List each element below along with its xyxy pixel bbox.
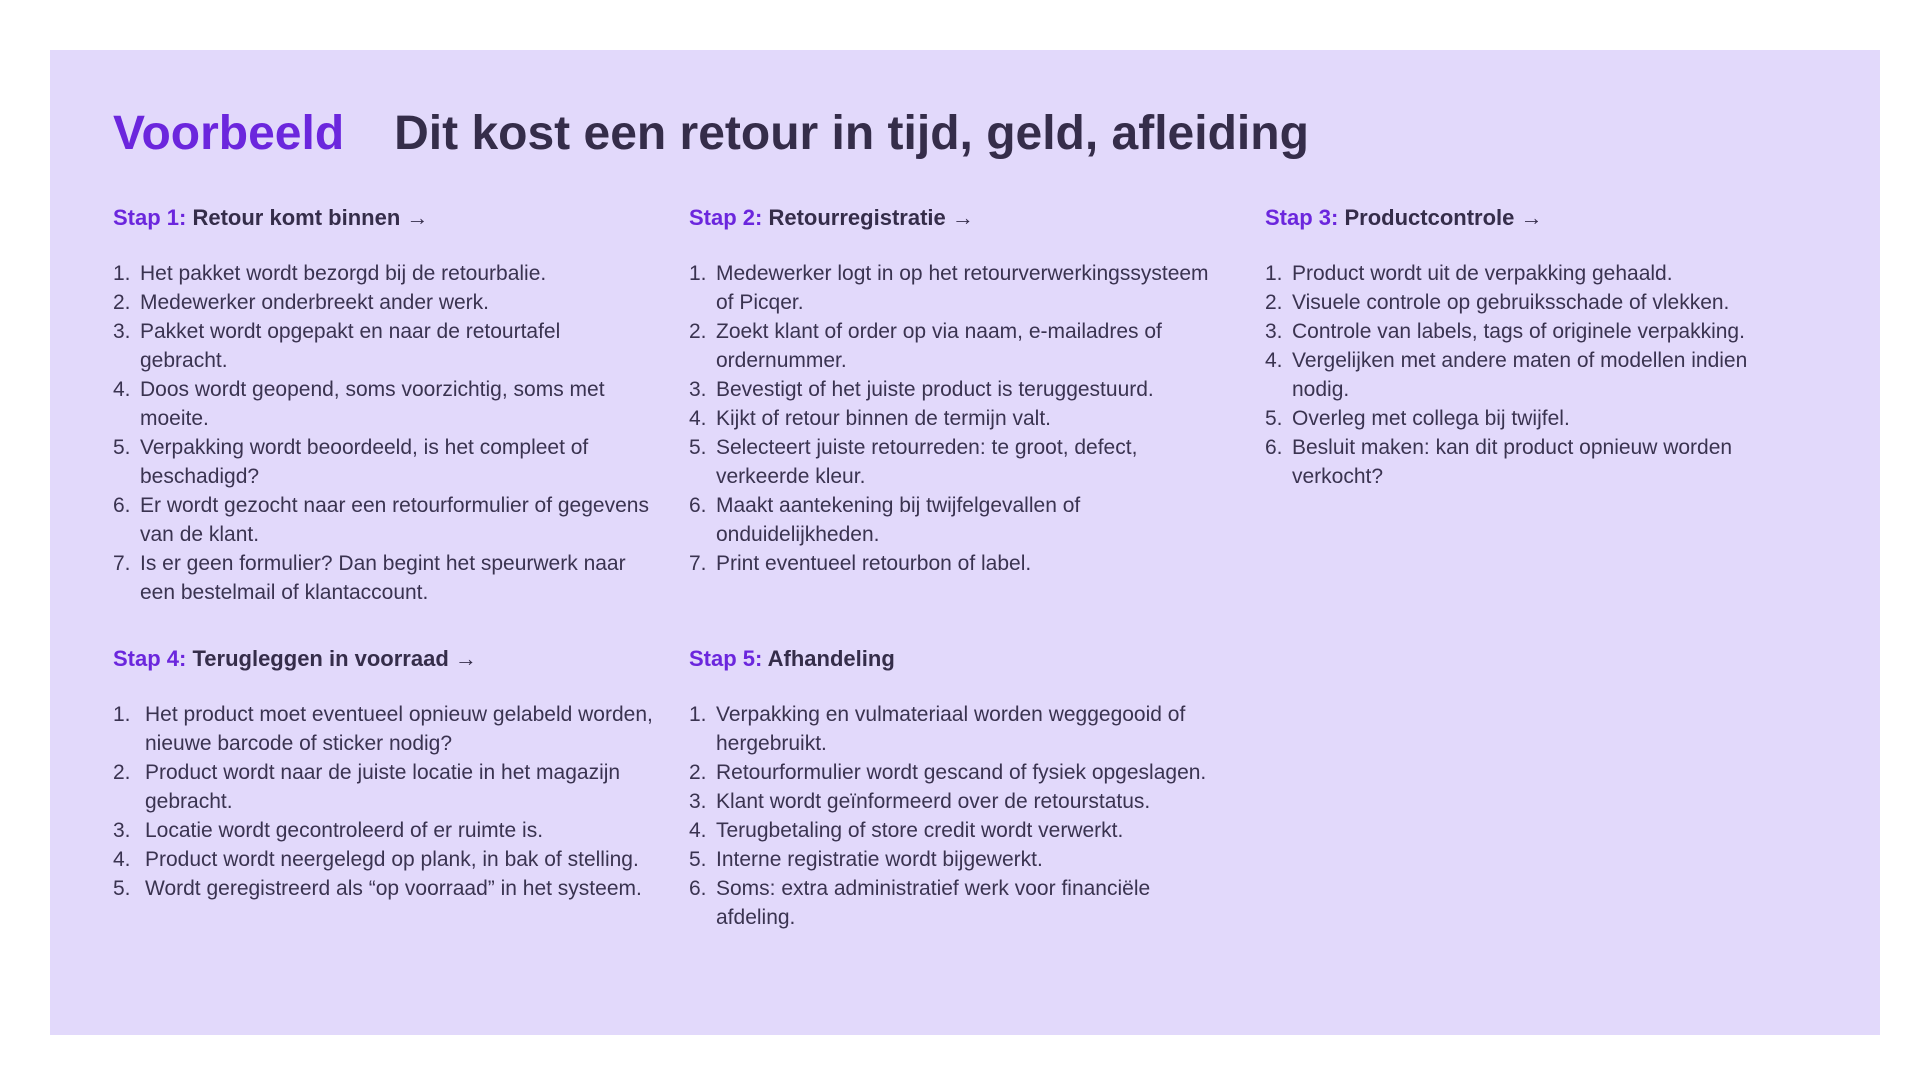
list-item-number: 4.	[1265, 349, 1283, 372]
list-item	[113, 549, 653, 607]
list-item-text: Product wordt uit de verpakking gehaald.	[1292, 262, 1673, 285]
list-item-number: 6.	[689, 494, 707, 517]
list-item	[113, 375, 653, 433]
title-main: Dit kost een retour in tijd, geld, afleiding	[394, 107, 1309, 160]
list-item-text: Besluit maken: kan dit product opnieuw worden verkocht?	[1292, 436, 1733, 488]
list-item	[113, 317, 653, 375]
list-item-text: Het pakket wordt bezorgd bij de retourbalie.	[140, 262, 547, 285]
list-item-text: Selecteert juiste retourreden: te groot, defect, verkeerde kleur.	[716, 436, 1138, 488]
list-item	[1265, 259, 1805, 288]
step-2-section	[689, 205, 1229, 578]
list-item-number: 3.	[113, 819, 131, 842]
list-item-number: 1.	[1265, 262, 1283, 285]
list-item	[689, 787, 1229, 816]
list-item-number: 2.	[689, 761, 707, 784]
list-item-text: Locatie wordt gecontroleerd of er ruimte is.	[145, 819, 544, 842]
list-item-number: 5.	[689, 436, 707, 459]
list-item-number: 5.	[689, 848, 707, 871]
list-item-number: 4.	[689, 819, 707, 842]
list-item	[113, 259, 653, 288]
step-title: Terugleggen in voorraad →	[192, 646, 477, 671]
list-item-text: Terugbetaling of store credit wordt verwerkt.	[716, 819, 1124, 842]
list-item-number: 1.	[113, 262, 131, 285]
list-item-text: Pakket wordt opgepakt en naar de retourtafel gebracht.	[140, 320, 561, 372]
list-item-text: Interne registratie wordt bijgewerkt.	[716, 848, 1043, 871]
list-item-text: Product wordt naar de juiste locatie in het magazijn gebracht.	[145, 761, 621, 813]
step-5-section	[689, 646, 1229, 932]
list-item-number: 2.	[113, 291, 131, 314]
list-item	[689, 549, 1229, 578]
step-list	[689, 700, 1229, 932]
list-item-text: Overleg met collega bij twijfel.	[1292, 407, 1570, 430]
step-1-section	[113, 205, 653, 607]
list-item	[113, 874, 653, 903]
list-item-text: Het product moet eventueel opnieuw gelabeld worden, nieuwe barcode of sticker nodig?	[145, 703, 653, 755]
list-item-text: Maakt aantekening bij twijfelgevallen of onduidelijkheden.	[716, 494, 1081, 546]
list-item	[689, 259, 1229, 317]
step-heading	[1265, 205, 1805, 231]
step-list	[113, 700, 653, 903]
step-prefix: Stap 4:	[113, 646, 187, 671]
list-item-number: 3.	[689, 790, 707, 813]
step-list	[689, 259, 1229, 578]
list-item	[689, 491, 1229, 549]
list-item	[689, 758, 1229, 787]
list-item-number: 4.	[113, 378, 131, 401]
list-item-text: Kijkt of retour binnen de termijn valt.	[716, 407, 1051, 430]
list-item-number: 7.	[689, 552, 707, 575]
step-heading	[689, 205, 1229, 231]
step-prefix: Stap 3:	[1265, 205, 1339, 230]
list-item-text: Product wordt neergelegd op plank, in bak of stelling.	[145, 848, 639, 871]
step-prefix: Stap 1:	[113, 205, 187, 230]
list-item-number: 7.	[113, 552, 131, 575]
list-item	[113, 288, 653, 317]
list-item-number: 2.	[113, 761, 131, 784]
list-item-text: Vergelijken met andere maten of modellen indien nodig.	[1292, 349, 1748, 401]
list-item	[113, 845, 653, 874]
step-3-section	[1265, 205, 1805, 491]
list-item-text: Verpakking en vulmateriaal worden weggegooid of hergebruikt.	[716, 703, 1186, 755]
list-item-text: Er wordt gezocht naar een retourformulier of gegevens van de klant.	[140, 494, 649, 546]
list-item-number: 6.	[1265, 436, 1283, 459]
list-item-text: Medewerker logt in op het retourverwerkingssysteem of Picqer.	[716, 262, 1209, 314]
list-item-text: Medewerker onderbreekt ander werk.	[140, 291, 490, 314]
list-item	[689, 433, 1229, 491]
list-item	[1265, 433, 1805, 491]
list-item	[1265, 404, 1805, 433]
list-item	[113, 491, 653, 549]
step-4-section	[113, 646, 653, 903]
list-item	[1265, 317, 1805, 346]
list-item-text: Visuele controle op gebruiksschade of vlekken.	[1292, 291, 1730, 314]
list-item-number: 5.	[113, 877, 131, 900]
list-item-text: Retourformulier wordt gescand of fysiek opgeslagen.	[716, 761, 1207, 784]
step-title: Afhandeling	[767, 646, 895, 671]
list-item-text: Bevestigt of het juiste product is teruggestuurd.	[716, 378, 1154, 401]
list-item-number: 3.	[1265, 320, 1283, 343]
list-item	[1265, 288, 1805, 317]
title-label: Voorbeeld	[113, 107, 345, 160]
step-prefix: Stap 5:	[689, 646, 763, 671]
list-item-number: 3.	[689, 378, 707, 401]
step-heading	[113, 646, 653, 672]
list-item-number: 3.	[113, 320, 131, 343]
slide-panel	[50, 50, 1880, 1035]
list-item-number: 1.	[113, 703, 131, 726]
list-item-number: 2.	[1265, 291, 1283, 314]
step-list	[113, 259, 653, 607]
step-title: Productcontrole →	[1344, 205, 1543, 230]
list-item-number: 1.	[689, 262, 707, 285]
step-heading	[113, 205, 653, 231]
list-item	[1265, 346, 1805, 404]
list-item-text: Is er geen formulier? Dan begint het speurwerk naar een bestelmail of klantaccount.	[140, 552, 626, 604]
step-heading	[689, 646, 1229, 672]
step-title: Retour komt binnen →	[192, 205, 429, 230]
list-item-text: Verpakking wordt beoordeeld, is het compleet of beschadigd?	[140, 436, 589, 488]
list-item-text: Wordt geregistreerd als “op voorraad” in het systeem.	[145, 877, 642, 900]
list-item	[113, 433, 653, 491]
list-item-text: Controle van labels, tags of originele verpakking.	[1292, 320, 1745, 343]
list-item-number: 1.	[689, 703, 707, 726]
list-item-number: 4.	[689, 407, 707, 430]
list-item	[689, 404, 1229, 433]
list-item	[689, 317, 1229, 375]
step-prefix: Stap 2:	[689, 205, 763, 230]
list-item-text: Soms: extra administratief werk voor financiële afdeling.	[716, 877, 1151, 929]
list-item	[113, 758, 653, 816]
list-item-text: Zoekt klant of order op via naam, e-mailadres of ordernummer.	[716, 320, 1162, 372]
list-item	[689, 375, 1229, 404]
list-item-number: 5.	[1265, 407, 1283, 430]
list-item	[689, 845, 1229, 874]
list-item	[113, 700, 653, 758]
list-item	[689, 700, 1229, 758]
list-item-number: 2.	[689, 320, 707, 343]
list-item-number: 5.	[113, 436, 131, 459]
list-item-text: Doos wordt geopend, soms voorzichtig, soms met moeite.	[140, 378, 605, 430]
list-item	[689, 874, 1229, 932]
list-item-number: 4.	[113, 848, 131, 871]
list-item-number: 6.	[689, 877, 707, 900]
list-item-text: Print eventueel retourbon of label.	[716, 552, 1032, 575]
list-item	[689, 816, 1229, 845]
step-title: Retourregistratie →	[768, 205, 974, 230]
list-item-number: 6.	[113, 494, 131, 517]
list-item	[113, 816, 653, 845]
page-title	[113, 106, 1309, 161]
list-item-text: Klant wordt geïnformeerd over de retourstatus.	[716, 790, 1151, 813]
step-list	[1265, 259, 1805, 491]
